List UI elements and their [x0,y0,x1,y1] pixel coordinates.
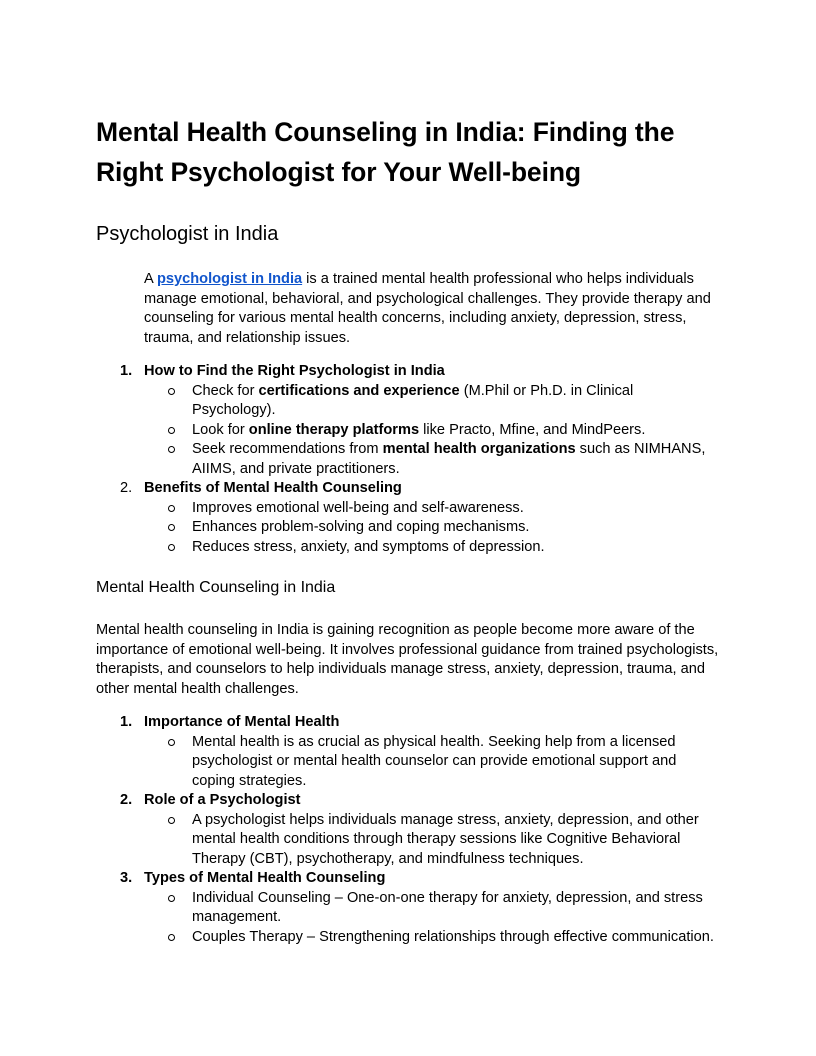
list-item-title: Benefits of Mental Health Counseling [144,480,402,496]
sub-list-item [144,518,720,538]
text-span: Improves emotional well-being and self-awareness. [192,499,524,516]
sub-list-item [144,421,720,441]
hollow-bullet-icon [168,544,175,551]
hollow-bullet-icon [168,446,175,453]
text-span: Enhances problem-solving and coping mechanisms. [192,519,530,535]
bold-text: certifications and experience [258,382,460,399]
counseling-list [96,713,720,947]
sub-list-item [144,382,720,421]
sub-list-item [144,538,720,558]
section-heading-psychologist-in-india: Psychologist in India [96,223,279,245]
intro-paragraph [144,270,720,348]
sub-list-item [144,733,720,792]
hollow-bullet-icon [168,934,175,941]
document-title: Mental Health Counseling in India: Finding the Right Psychologist for Your Well-being [96,117,675,187]
text-span: Reduces stress, anxiety, and symptoms of depression. [192,538,545,555]
sub-list [144,811,720,870]
list-item-title: Types of Mental Health Counseling [144,870,386,886]
list-number: 1. [120,363,133,379]
find-psychologist-list [96,362,720,557]
list-item [96,869,720,947]
list-number: 1. [120,714,133,730]
hollow-bullet-icon [168,895,175,902]
list-number: 3. [120,870,133,886]
sub-list-item [144,889,720,928]
text-span: Mental health is as crucial as physical health. Seeking help from a licensed psychologist or mental health counselor can provide emotional support and coping strategies. [192,733,677,789]
sub-list-item [144,811,720,870]
list-item [96,362,720,479]
hollow-bullet-icon [168,427,175,434]
sub-list [144,499,720,558]
counseling-paragraph: Mental health counseling in India is gaining recognition as people become more aware of the importance of emotional well-being. It involves professional guidance from trained psychologists, therapists, and counselors to help individuals manage stress, anxiety, depression, trauma, and other mental health challenges. [96,622,719,697]
sub-list [144,382,720,480]
text-span: (M.Phil or Ph.D. in Clinical Psychology). [192,382,634,418]
sub-list [144,733,720,792]
list-item-title: Importance of Mental Health [144,714,340,730]
bold-text: mental health organizations [382,441,576,457]
bold-text: online therapy platforms [248,421,420,438]
text-span: A psychologist helps individuals manage stress, anxiety, depression, and other mental health conditions through therapy sessions like Cognitive Behavioral Therapy (CBT), psychotherapy, and mindfulness techniques. [192,811,699,867]
psychologist-in-india-link[interactable]: psychologist in India [156,271,303,287]
sub-list [144,889,720,948]
text-span: like Practo, Mfine, and MindPeers. [419,421,646,438]
sub-list-item [144,499,720,519]
text-span: Look for [192,421,249,438]
text-span: Seek recommendations from [192,441,383,457]
text-span: such as NIMHANS, AIIMS, and private practitioners. [192,441,706,477]
hollow-bullet-icon [168,817,175,824]
text-span: Check for [192,382,259,399]
hollow-bullet-icon [168,505,175,512]
section-heading-counseling-in-india: Mental Health Counseling in India [96,579,336,596]
sub-list-item [144,440,720,479]
hollow-bullet-icon [168,524,175,531]
hollow-bullet-icon [168,739,175,746]
list-item [96,479,720,557]
document-page [96,112,720,947]
list-item-title: How to Find the Right Psychologist in India [144,363,445,379]
list-number: 2. [120,792,133,808]
list-number: 2. [120,480,133,496]
intro-text-before: A [144,271,157,287]
list-item-title: Role of a Psychologist [144,792,301,808]
hollow-bullet-icon [168,388,175,395]
intro-text-after: is a trained mental health professional who helps individuals manage emotional, behavioral, and psychological challenges. They provide therapy and counseling for various mental health concerns, including anxiety, depression, stress, trauma, and relationship issues. [144,271,711,346]
list-item [96,791,720,869]
sub-list-item [144,928,720,948]
text-span: Couples Therapy – Strengthening relationships through effective communication. [192,928,714,945]
list-item [96,713,720,791]
text-span: Individual Counseling – One-on-one therapy for anxiety, depression, and stress management. [192,889,703,925]
